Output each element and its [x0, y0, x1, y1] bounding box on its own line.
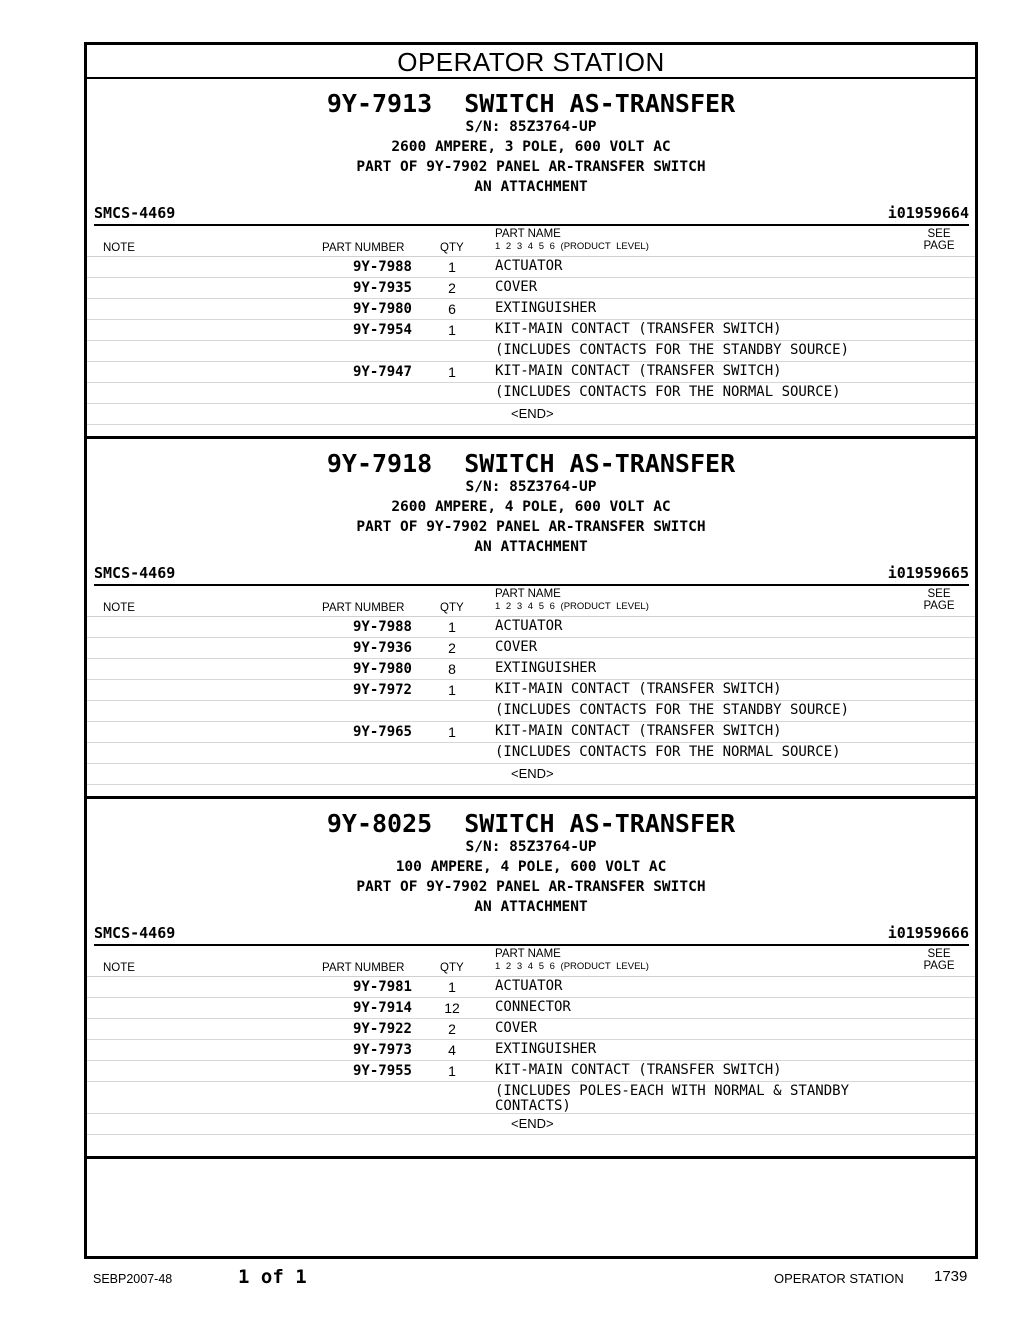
part-number: 9Y-7954: [352, 322, 412, 338]
header-product-level: 1 2 3 4 5 6 (PRODUCT LEVEL): [495, 241, 649, 252]
part-of: PART OF 9Y-7902 PANEL AR-TRANSFER SWITCH: [356, 519, 706, 535]
quantity: 8: [448, 661, 456, 677]
header-see-page: SEE PAGE: [923, 588, 955, 612]
quantity: 1: [448, 682, 456, 698]
serial-number: S/N: 85Z3764-UP: [465, 839, 597, 855]
part-name: (INCLUDES POLES-EACH WITH NORMAL & STANDBY CONTACTS): [495, 1083, 850, 1114]
table-row: [87, 1082, 975, 1114]
parts-section: [87, 799, 975, 1159]
quantity: 1: [448, 259, 456, 275]
end-marker: <END>: [511, 1116, 554, 1131]
rating: 2600 AMPERE, 3 POLE, 600 VOLT AC: [391, 139, 671, 155]
part-number: 9Y-7955: [352, 1063, 412, 1079]
part-name: EXTINGUISHER: [495, 300, 597, 316]
quantity: 2: [448, 1021, 456, 1037]
part-name: KIT-MAIN CONTACT (TRANSFER SWITCH): [495, 321, 782, 337]
section-title: [87, 451, 975, 477]
section-title: [87, 91, 975, 117]
part-name: KIT-MAIN CONTACT (TRANSFER SWITCH): [495, 681, 782, 697]
part-name: EXTINGUISHER: [495, 1041, 597, 1057]
part-number: 9Y-7981: [352, 979, 412, 995]
header-see-page: SEE PAGE: [923, 948, 955, 972]
quantity: 1: [448, 619, 456, 635]
part-name: (INCLUDES CONTACTS FOR THE NORMAL SOURCE): [495, 384, 841, 400]
assembly-part-number: 9Y-7918: [326, 449, 433, 478]
table-row: [87, 659, 975, 680]
table-row: [87, 362, 975, 383]
page-frame: [84, 42, 978, 1259]
table-row: [87, 383, 975, 404]
header-see-page: SEE PAGE: [923, 228, 955, 252]
quantity: 6: [448, 301, 456, 317]
part-number: 9Y-7965: [352, 724, 412, 740]
header-part-name: PART NAME: [495, 228, 561, 240]
parts-section: [87, 79, 975, 439]
table-row: [87, 617, 975, 638]
parts-rows: [87, 977, 975, 1135]
part-name: (INCLUDES CONTACTS FOR THE NORMAL SOURCE): [495, 744, 841, 760]
header-part-name: PART NAME: [495, 588, 561, 600]
table-row: [87, 1040, 975, 1061]
rating: 100 AMPERE, 4 POLE, 600 VOLT AC: [395, 859, 667, 875]
smcs-code: SMCS-4469: [94, 924, 176, 942]
smcs-code: SMCS-4469: [94, 564, 176, 582]
assembly-part-number: 9Y-7913: [326, 89, 433, 118]
footer-section: OPERATOR STATION: [774, 1271, 904, 1286]
header-qty: QTY: [440, 242, 464, 254]
quantity: 1: [448, 979, 456, 995]
parts-rows: [87, 617, 975, 785]
illustration-id: i01959666: [887, 924, 969, 942]
part-name: ACTUATOR: [495, 618, 563, 634]
parts-rows: [87, 257, 975, 425]
part-number: 9Y-7947: [352, 364, 412, 380]
part-number: 9Y-7914: [352, 1000, 412, 1016]
header-part-number: PART NUMBER: [322, 602, 405, 614]
part-name: COVER: [495, 639, 538, 655]
column-headers: [87, 226, 975, 257]
header-note: NOTE: [103, 242, 135, 254]
quantity: 2: [448, 640, 456, 656]
column-headers: [87, 946, 975, 977]
page-count: 1 of 1: [238, 1266, 307, 1288]
part-name: COVER: [495, 279, 538, 295]
part-number: 9Y-7988: [352, 619, 412, 635]
quantity: 1: [448, 1063, 456, 1079]
attachment: AN ATTACHMENT: [474, 539, 588, 555]
assembly-part-number: 9Y-8025: [326, 809, 433, 838]
assembly-name: SWITCH AS-TRANSFER: [464, 809, 736, 838]
table-row: [87, 743, 975, 764]
part-name: ACTUATOR: [495, 258, 563, 274]
table-row: [87, 1061, 975, 1082]
part-of: PART OF 9Y-7902 PANEL AR-TRANSFER SWITCH: [356, 879, 706, 895]
header-product-level: 1 2 3 4 5 6 (PRODUCT LEVEL): [495, 601, 649, 612]
table-row: [87, 320, 975, 341]
section-heading: [87, 799, 975, 917]
illustration-id: i01959665: [887, 564, 969, 582]
rating: 2600 AMPERE, 4 POLE, 600 VOLT AC: [391, 499, 671, 515]
end-marker: <END>: [511, 406, 554, 421]
header-part-number: PART NUMBER: [322, 962, 405, 974]
meta-row: [94, 564, 969, 586]
table-row: [87, 722, 975, 743]
part-name: COVER: [495, 1020, 538, 1036]
table-row: [87, 299, 975, 320]
attachment: AN ATTACHMENT: [474, 899, 588, 915]
meta-row: [94, 204, 969, 226]
part-name: KIT-MAIN CONTACT (TRANSFER SWITCH): [495, 363, 782, 379]
part-name: (INCLUDES CONTACTS FOR THE STANDBY SOURCE): [495, 342, 850, 358]
attachment: AN ATTACHMENT: [474, 179, 588, 195]
table-row: [87, 977, 975, 998]
serial-number: S/N: 85Z3764-UP: [465, 479, 597, 495]
illustration-id: i01959664: [887, 204, 969, 222]
section-title: [87, 811, 975, 837]
parts-section: [87, 439, 975, 799]
part-number: 9Y-7972: [352, 682, 412, 698]
table-row: [87, 638, 975, 659]
table-row: [87, 998, 975, 1019]
serial-number: S/N: 85Z3764-UP: [465, 119, 597, 135]
end-marker-row: [87, 764, 975, 785]
assembly-name: SWITCH AS-TRANSFER: [464, 449, 736, 478]
header-part-name: PART NAME: [495, 948, 561, 960]
meta-row: [94, 924, 969, 946]
column-headers: [87, 586, 975, 617]
table-row: [87, 701, 975, 722]
part-number: 9Y-7980: [352, 301, 412, 317]
header-note: NOTE: [103, 602, 135, 614]
header-note: NOTE: [103, 962, 135, 974]
end-marker-row: [87, 1114, 975, 1135]
part-name: KIT-MAIN CONTACT (TRANSFER SWITCH): [495, 723, 782, 739]
part-number: 9Y-7935: [352, 280, 412, 296]
part-name: KIT-MAIN CONTACT (TRANSFER SWITCH): [495, 1062, 782, 1078]
page-footer: [0, 1266, 1020, 1296]
blank-area: [87, 1159, 975, 1255]
end-marker: <END>: [511, 766, 554, 781]
section-heading: [87, 439, 975, 557]
section-heading: [87, 79, 975, 197]
header-qty: QTY: [440, 602, 464, 614]
quantity: 1: [448, 364, 456, 380]
part-name: ACTUATOR: [495, 978, 563, 994]
header-qty: QTY: [440, 962, 464, 974]
quantity: 2: [448, 280, 456, 296]
part-name: (INCLUDES CONTACTS FOR THE STANDBY SOURCE): [495, 702, 850, 718]
part-number: 9Y-7973: [352, 1042, 412, 1058]
document-id: SEBP2007-48: [93, 1272, 173, 1286]
table-row: [87, 1019, 975, 1040]
table-row: [87, 278, 975, 299]
part-number: 9Y-7936: [352, 640, 412, 656]
part-of: PART OF 9Y-7902 PANEL AR-TRANSFER SWITCH: [356, 159, 706, 175]
quantity: 1: [448, 724, 456, 740]
header-product-level: 1 2 3 4 5 6 (PRODUCT LEVEL): [495, 961, 649, 972]
quantity: 12: [444, 1000, 460, 1016]
page-number: 1739: [934, 1268, 968, 1285]
part-name: EXTINGUISHER: [495, 660, 597, 676]
page-title: OPERATOR STATION: [87, 45, 975, 79]
part-number: 9Y-7922: [352, 1021, 412, 1037]
table-row: [87, 341, 975, 362]
assembly-name: SWITCH AS-TRANSFER: [464, 89, 736, 118]
header-part-number: PART NUMBER: [322, 242, 405, 254]
end-marker-row: [87, 404, 975, 425]
quantity: 1: [448, 322, 456, 338]
quantity: 4: [448, 1042, 456, 1058]
part-name: CONNECTOR: [495, 999, 571, 1015]
part-number: 9Y-7980: [352, 661, 412, 677]
table-row: [87, 680, 975, 701]
smcs-code: SMCS-4469: [94, 204, 176, 222]
part-number: 9Y-7988: [352, 259, 412, 275]
table-row: [87, 257, 975, 278]
